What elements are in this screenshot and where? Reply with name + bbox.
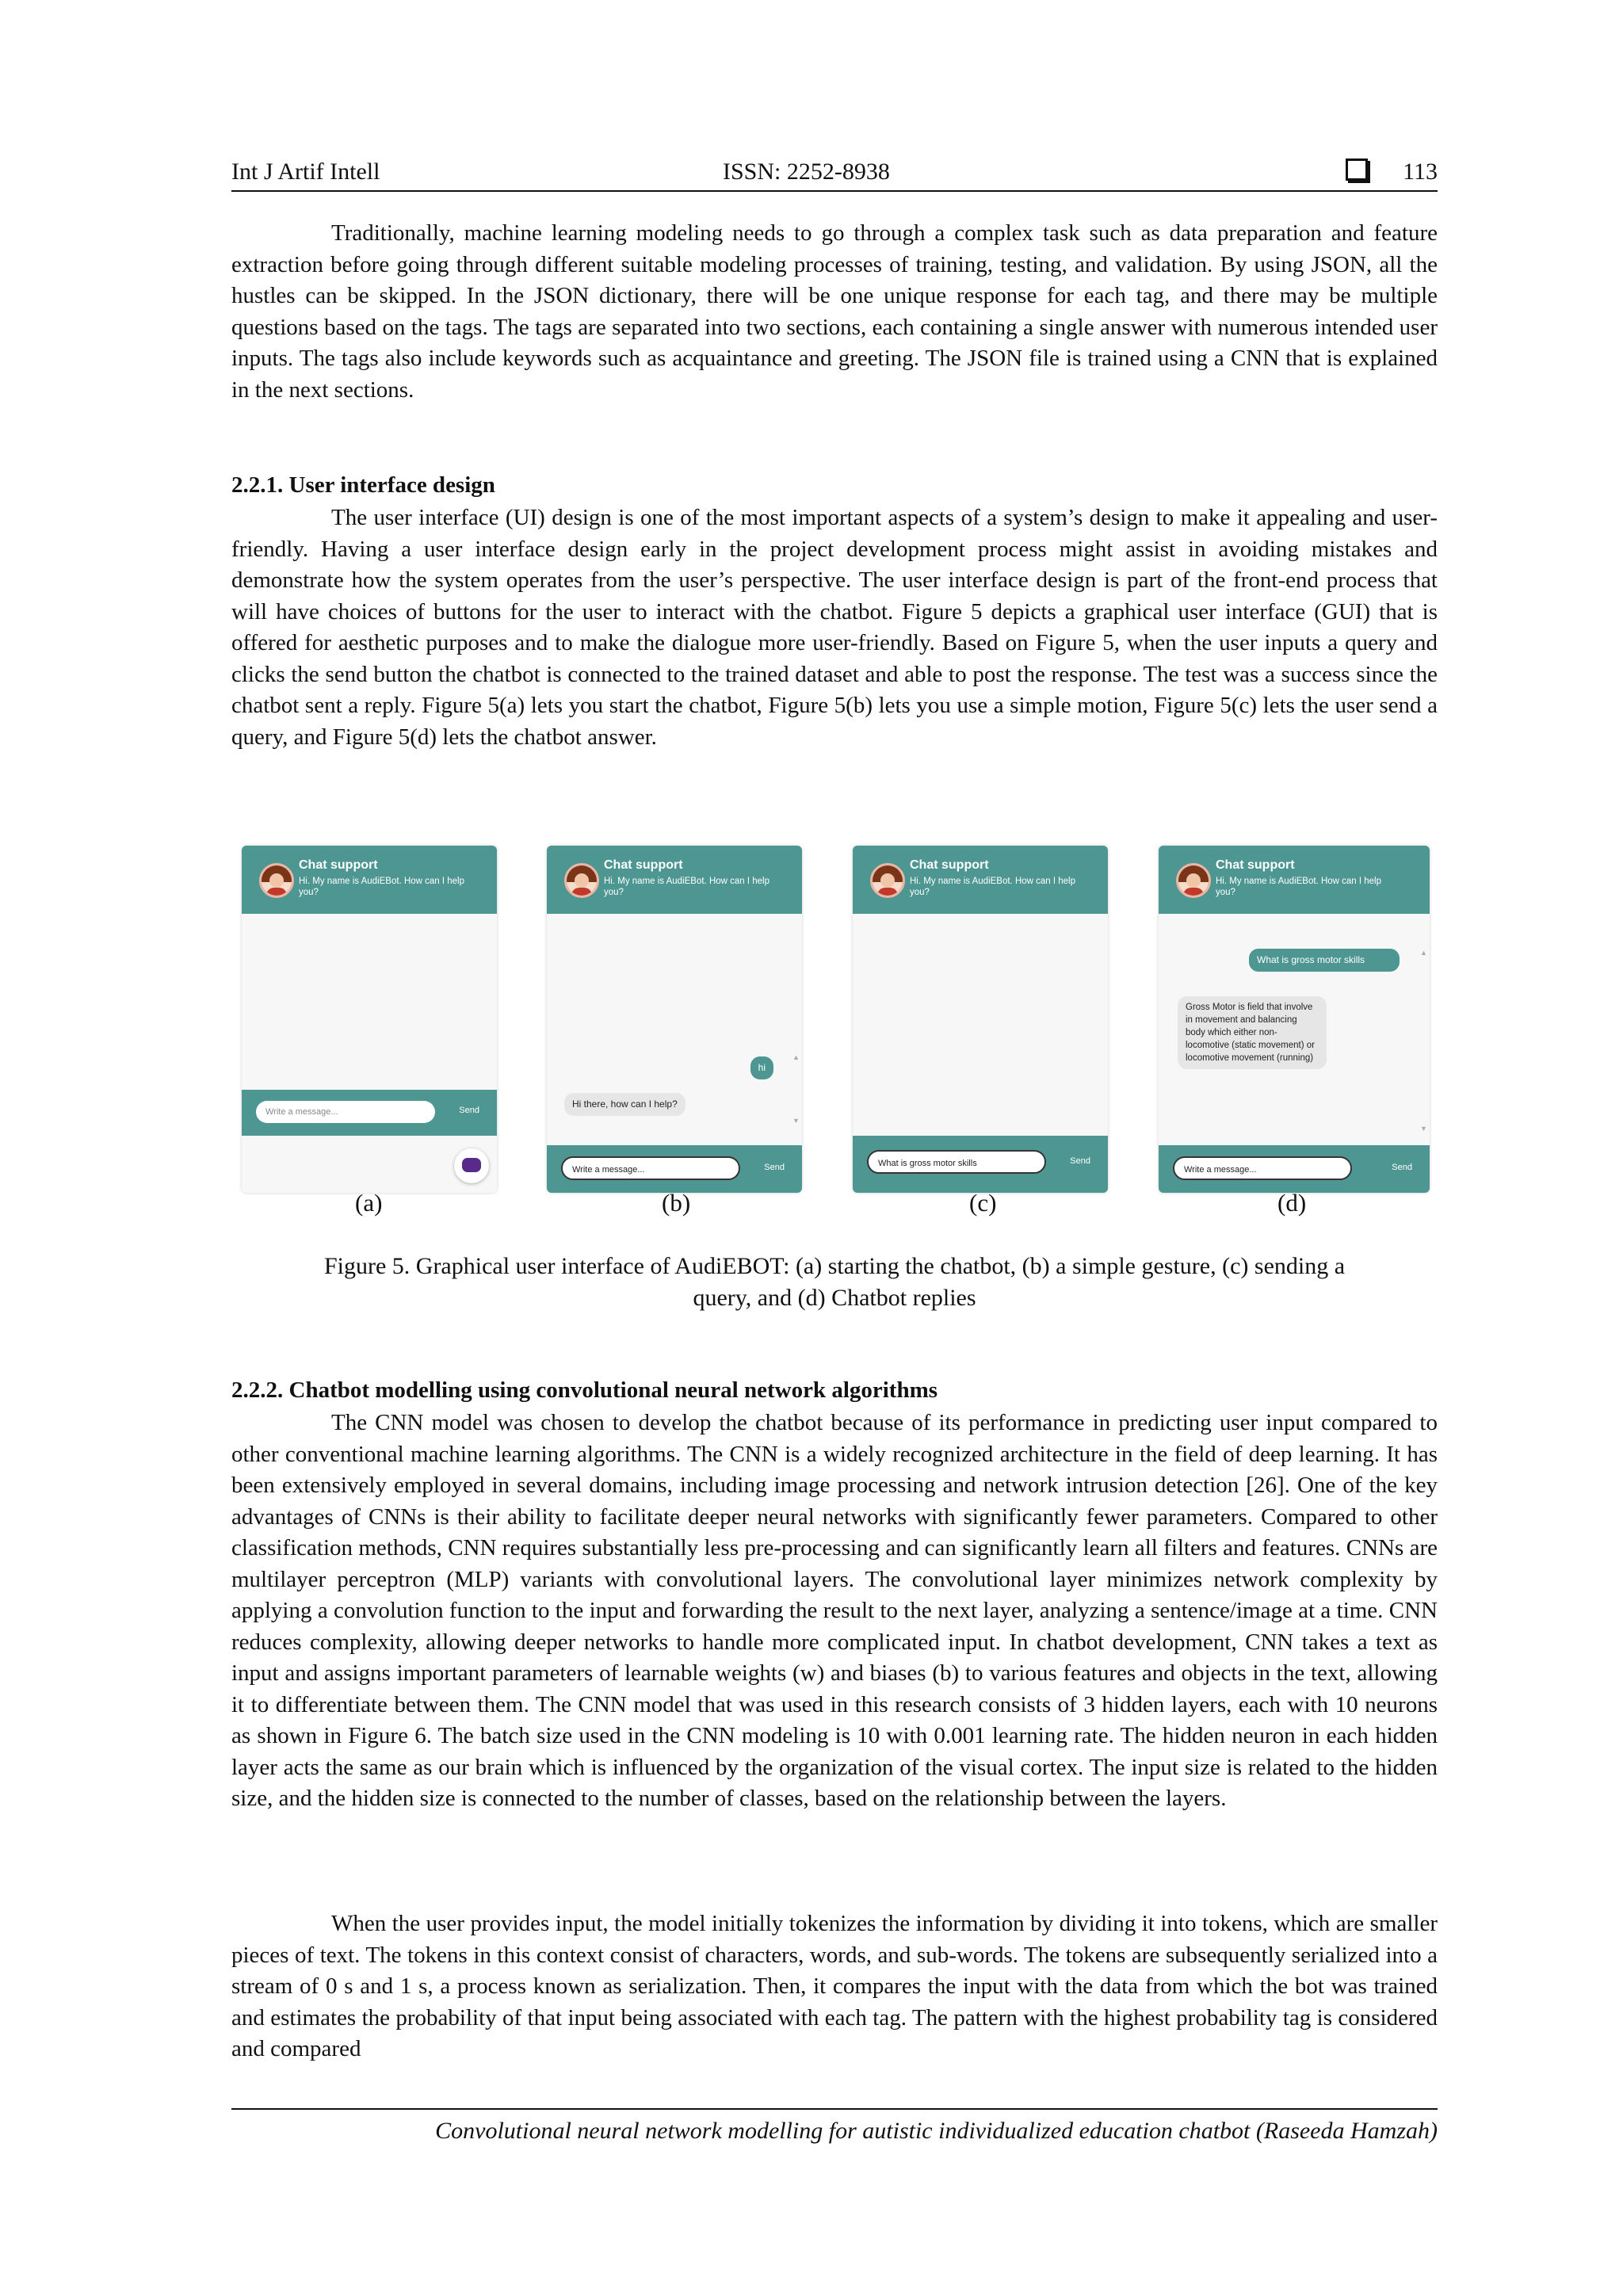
chat-footer: [1159, 1145, 1430, 1193]
page-number: 113: [1403, 159, 1438, 185]
chat-body: [547, 914, 802, 1145]
paragraph-ui-design: [231, 502, 1438, 753]
chat-launcher-button[interactable]: [454, 1148, 489, 1183]
figure-panel-a: [242, 846, 497, 1193]
chat-body: [853, 914, 1108, 1136]
chat-header: [1159, 846, 1430, 914]
paragraph-intro-text: Traditionally, machine learning modeling needs to go through a complex task such as data preparation and feature extraction before going through different suitable modeling processes of training, testing, and validation. By using JSON, all the hustles can be skipped. In the JSON dictionary, there will be one unique response for each tag, and there may be multiple questions based on the tags. The tags are separated into two sections, each containing a single answer with numerous intended user inputs. The tags also include keywords such as acquaintance and greeting. The JSON file is trained using a CNN that is explained in the next sections.: [231, 220, 1438, 403]
chat-greeting: Hi. My name is AudiEBot. How can I help you?: [299, 877, 465, 897]
paragraph-tokenization-text: When the user provides input, the model initially tokenizes the information by dividing it into tokens, which are smaller pieces of text. The tokens in this context consist of characters, words, and sub-words. The tokens are subsequently serialized into a stream of 0 s and 1 s, a process known as serialization. Then, it compares the input with the data from which the bot was trained and estimates the probability of that input being associated with each tag. The pattern with the highest probability tag is considered and compared: [231, 1911, 1438, 2061]
page-number-block: [1346, 159, 1438, 185]
section-heading-ui-design: 2.2.1. User interface design: [231, 472, 495, 498]
avatar: [564, 863, 599, 898]
avatar: [259, 863, 294, 898]
chat-title: Chat support: [604, 858, 683, 872]
figure-panel-c: [853, 846, 1108, 1193]
message-input[interactable]: What is gross motor skills: [867, 1150, 1046, 1174]
chat-header: [242, 846, 497, 914]
paragraph-tokenization: [231, 1908, 1438, 2065]
message-input[interactable]: Write a message...: [256, 1101, 435, 1123]
subfigure-label-b: (b): [662, 1189, 691, 1217]
user-message: What is gross motor skills: [1249, 949, 1400, 972]
journal-name: Int J Artif Intell: [231, 159, 380, 185]
figure-panel-b: [547, 846, 802, 1193]
paragraph-cnn-text: The CNN model was chosen to develop the chatbot because of its performance in predicting user input compared to other conventional machine learning algorithms. The CNN is a widely recognized architecture in the field of deep learning. It has been extensively employed in several domains, including image processing and network intrusion detection [26]. One of the key advantages of CNNs is their ability to facilitate deeper neural networks with significantly fewer parameters. Compared to other classification methods, CNN requires substantially less pre-processing and can significantly learn all filters and features. CNNs are multilayer perceptron (MLP) variants with convolutional layers. The convolutional layer minimizes network complexity by applying a convolution function to the input and forwarding the result to the next layer, analyzing a sentence/image at a time. CNN reduces complexity, allowing deeper networks to handle more complicated input. In chatbot development, CNN takes a text as input and assigns important parameters of learnable weights (w) and biases (b) to various features and objects in the text, allowing it to differentiate between them. The CNN model that was used in this research consists of 3 hidden layers, each with 10 neurons as shown in Figure 6. The batch size used in the CNN modeling is 10 with 0.001 learning rate. The hidden neuron in each hidden layer acts the same as our brain which is influenced by the organization of the visual cortex. The input size is related to the hidden size, and the hidden size is connected to the number of classes, based on the relationship between the layers.: [231, 1410, 1438, 1811]
chat-title: Chat support: [910, 858, 989, 872]
scroll-up-icon[interactable]: ▲: [792, 1053, 800, 1061]
chat-greeting: Hi. My name is AudiEBot. How can I help you?: [604, 877, 770, 897]
message-input[interactable]: Write a message...: [1173, 1156, 1352, 1180]
bot-message: Hi there, how can I help?: [564, 1093, 685, 1116]
chat-body: [1159, 914, 1430, 1145]
user-message: hi: [750, 1056, 773, 1079]
avatar: [870, 863, 905, 898]
figure-caption-line1: Figure 5. Graphical user interface of AudiEBOT: (a) starting the chatbot, (b) a simple gesture, (c) sending a: [323, 1253, 1346, 1279]
chat-greeting: Hi. My name is AudiEBot. How can I help you?: [1216, 877, 1382, 897]
subfigure-label-c: (c): [969, 1189, 997, 1217]
subfigure-label-a: (a): [355, 1189, 383, 1217]
send-button[interactable]: Send: [459, 1106, 479, 1115]
running-header: [231, 155, 1438, 192]
square-bullet-icon: [1346, 159, 1368, 181]
chat-body: [242, 914, 497, 1090]
scroll-down-icon[interactable]: ▼: [1420, 1125, 1427, 1133]
paragraph-ui-design-text: The user interface (UI) design is one of the most important aspects of a system’s design to make it appealing and user-friendly. Having a user interface design early in the project development process might assist in avoiding mistakes and demonstrate how the system operates from the user’s perspective. The user interface design is part of the front-end process that will have choices of buttons for the user to interact with the chatbot. Figure 5 depicts a graphical user interface (GUI) that is offered for aesthetic purposes and to make the dialogue more user-friendly. Based on Figure 5, when the user inputs a query and clicks the send button the chatbot is connected to the trained dataset and able to post the response. The test was a success since the chatbot sent a reply. Figure 5(a) lets you start the chatbot, Figure 5(b) lets you use a simple motion, Figure 5(c) lets the user send a query, and Figure 5(d) lets the chatbot answer.: [231, 505, 1438, 750]
chat-header: [853, 846, 1108, 914]
send-button[interactable]: Send: [1392, 1163, 1412, 1172]
send-button[interactable]: Send: [764, 1163, 785, 1172]
bot-message: Gross Motor is field that involve in movement and balancing body which either non-locomotive (static movement) or locomotive movement (running): [1178, 996, 1327, 1069]
chat-footer: [242, 1090, 497, 1136]
scroll-up-icon[interactable]: ▲: [1420, 949, 1427, 957]
send-button[interactable]: Send: [1070, 1156, 1090, 1166]
scroll-down-icon[interactable]: ▼: [792, 1117, 800, 1125]
subfigure-label-d: (d): [1277, 1189, 1307, 1217]
chat-title: Chat support: [299, 858, 378, 872]
paragraph-cnn: [231, 1408, 1438, 1815]
running-footer: Convolutional neural network modelling for autistic individualized education chatbot (Raseeda Hamzah): [231, 2108, 1438, 2145]
chat-footer: [853, 1136, 1108, 1193]
chat-bubble-icon: [462, 1158, 481, 1172]
issn: ISSN: 2252-8938: [723, 159, 890, 185]
chat-greeting: Hi. My name is AudiEBot. How can I help you?: [910, 877, 1076, 897]
avatar: [1176, 863, 1211, 898]
figure-caption: [231, 1251, 1438, 1314]
chat-header: [547, 846, 802, 914]
figure-panel-d: [1159, 846, 1430, 1193]
figure-caption-line2: query, and (d) Chatbot replies: [693, 1285, 976, 1311]
chat-title: Chat support: [1216, 858, 1295, 872]
message-input[interactable]: Write a message...: [561, 1156, 740, 1180]
paragraph-intro: [231, 218, 1438, 406]
chat-footer: [547, 1145, 802, 1193]
section-heading-cnn: 2.2.2. Chatbot modelling using convolutional neural network algorithms: [231, 1377, 938, 1403]
